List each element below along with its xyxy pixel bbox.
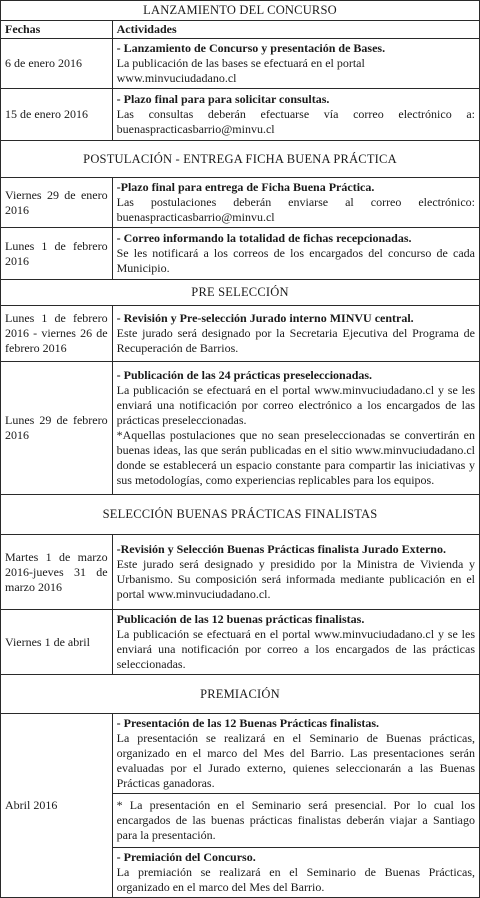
activity-text: Las postulaciones deberán enviarse al correo electrónico: buenaspracticasbarrio@minvu.cl — [116, 195, 475, 224]
activity-text: Las consultas deberán efectuarse vía correo electrónico a: buenaspracticasbarrio@minvu.cl — [116, 107, 475, 136]
activity-title: - Publicación de las 24 prácticas preseleccionadas. — [116, 368, 373, 382]
section-title-preseleccion: PRE SELECCIÓN — [1, 280, 480, 306]
activity-text: Este jurado será designado por la Secretaria Ejecutiva del Programa de Recuperación de Barrios. — [116, 326, 475, 355]
activity-cell — [112, 306, 479, 362]
activity-title: - Presentación de las 12 Buenas Prácticas finalistas. — [116, 716, 380, 730]
date-cell: 6 de enero 2016 — [1, 39, 113, 89]
section-row — [1, 1, 480, 21]
activity-text: La publicación se efectuará en el portal www.minvuciudadano.cl y se les enviará una notificación por correo electrónico a los encargados de las prácticas preseleccionadas. — [116, 383, 475, 427]
activity-title: -Plazo final para entrega de Ficha Buena Práctica. — [116, 180, 375, 194]
activity-text: La premiación se realizará en el Seminario de Buenas Prácticas, organizado en el marco del Mes del Barrio. — [116, 865, 475, 894]
activity-title: Publicación de las 12 buenas prácticas finalistas. — [116, 612, 365, 626]
activity-text: La presentación se realizará en el Seminario de Buenas prácticas, organizado en el marco del Mes del Barrio. Las presentaciones serán evaluadas por el Jurado externo, quienes seleccionarán a las Buenas Prácticas ganadoras. — [116, 731, 475, 790]
table-row — [1, 610, 480, 675]
table-row — [1, 39, 480, 89]
date-cell: Lunes 1 de febrero 2016 — [1, 228, 113, 280]
activity-text: Se les notificará a los correos de los encargados del concurso de cada Municipio. — [116, 246, 475, 275]
activity-title: -Revisión y Selección Buenas Prácticas finalista Jurado Externo. — [116, 542, 446, 556]
activity-cell — [112, 714, 479, 898]
date-cell: Viernes 29 de enero 2016 — [1, 178, 113, 228]
activity-text: Este jurado será designado y presidido por la Ministra de Vivienda y Urbanismo. Su composición será informada mediante publicación en el portal www.minvuciudadano.cl. — [116, 557, 475, 601]
activity-cell — [112, 610, 479, 675]
activity-cell — [112, 89, 479, 141]
date-cell: Abril 2016 — [1, 714, 113, 898]
header-row — [1, 21, 480, 39]
activity-cell — [112, 362, 479, 495]
section-title-premiacion: PREMIACIÓN — [1, 675, 480, 714]
table-row — [1, 714, 480, 898]
section-title-postulacion: POSTULACIÓN - ENTREGA FICHA BUENA PRÁCTICA — [1, 141, 480, 178]
activity-text: La publicación de las bases se efectuará en el portal www.minvuciudadano.cl — [116, 56, 365, 85]
activity-text: La publicación se efectuará en el portal www.minvuciudadano.cl y se les enviará una notificación por correo a los encargados de las prácticas seleccionadas. — [116, 627, 475, 671]
activity-title: - Correo informando la totalidad de fichas recepcionadas. — [116, 231, 412, 245]
section-row — [1, 495, 480, 535]
table-row — [1, 535, 480, 610]
activity-cell — [112, 39, 479, 89]
activity-title: - Plazo final para para solicitar consultas. — [116, 92, 330, 106]
activity-cell — [112, 535, 479, 610]
section-title-seleccion: SELECCIÓN BUENAS PRÁCTICAS FINALISTAS — [1, 495, 480, 535]
activity-cell — [112, 178, 479, 228]
section-title-lanzamiento: LANZAMIENTO DEL CONCURSO — [1, 1, 480, 21]
table-row — [1, 306, 480, 362]
date-cell: Lunes 29 de febrero 2016 — [1, 362, 113, 495]
section-row — [1, 141, 480, 178]
table-row — [1, 362, 480, 495]
section-row — [1, 675, 480, 714]
activity-title: - Premiación del Concurso. — [116, 850, 256, 864]
activity-note: *Aquellas postulaciones que no sean preseleccionadas se convertirán en buenas ideas, las que serán publicadas en el sitio www.minvuciudadano.cl donde se establecerá un espacio constante para compartir las iniciativas y sus metodologías, como experiencias replicables para los equipos. — [116, 428, 475, 487]
activity-cell — [112, 228, 479, 280]
activity-title: - Lanzamiento de Concurso y presentación de Bases. — [116, 41, 386, 55]
header-fechas: Fechas — [1, 21, 113, 39]
date-cell: 15 de enero 2016 — [1, 89, 113, 141]
table-row — [1, 89, 480, 141]
header-actividades: Actividades — [112, 21, 479, 39]
date-cell: Lunes 1 de febrero 2016 - viernes 26 de febrero 2016 — [1, 306, 113, 362]
activity-title: - Revisión y Pre-selección Jurado interno MINVU central. — [116, 311, 414, 325]
date-cell: Viernes 1 de abril — [1, 610, 113, 675]
date-cell: Martes 1 de marzo 2016-jueves 31 de marzo 2016 — [1, 535, 113, 610]
table-row — [1, 228, 480, 280]
activity-note: * La presentación en el Seminario será presencial. Por lo cual los encargados de las buenas prácticas finalistas deberán viajar a Santiago para la presentación. — [113, 793, 479, 847]
section-row — [1, 280, 480, 306]
activity-block — [113, 714, 479, 793]
table-row — [1, 178, 480, 228]
